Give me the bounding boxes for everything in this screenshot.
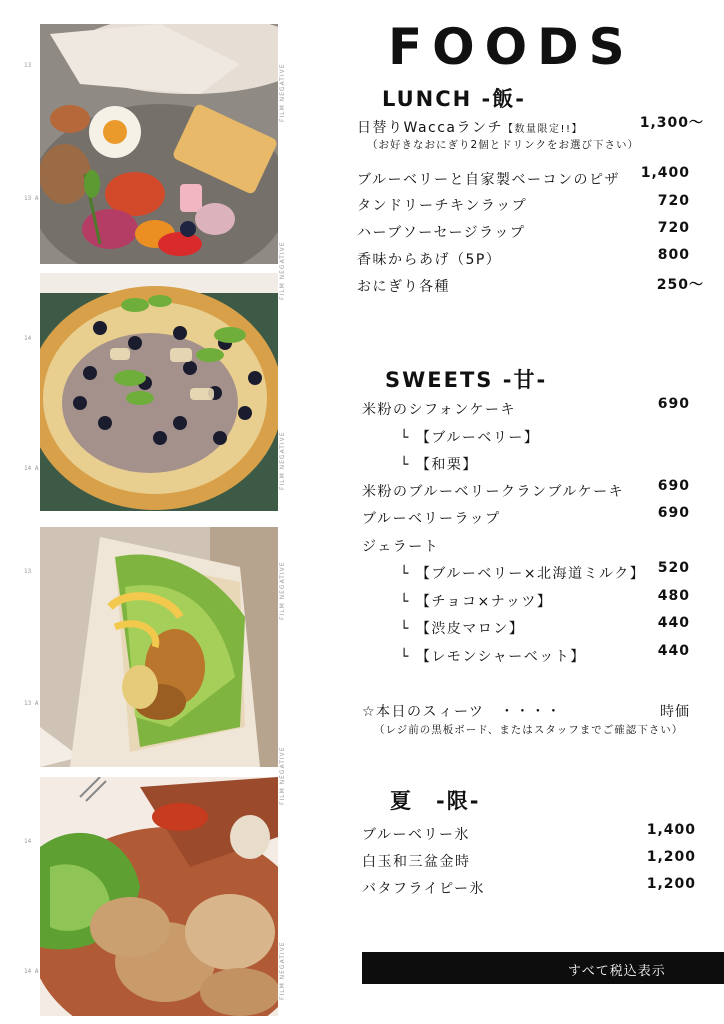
todays-sweets: ☆本日のスィーツ ・・・・ [362,704,562,720]
sweets-item-price: 690 [657,478,690,494]
todays-sweets-note: （レジ前の黒板ボード、またはスタッフまでご確認下さい） [374,724,684,736]
lunch-item: おにぎり各種 [357,279,450,295]
film-label: FILM NEGATIVE [279,941,286,1000]
lunch-heading: LUNCH -飯- [382,87,526,111]
lunch-item-price: 720 [657,220,690,236]
sweets-item: 米粉のブルーベリークランブルケーキ [362,484,625,500]
sweets-item: ブルーベリーラップ [362,511,501,527]
sweets-item: 米粉のシフォンケーキ [362,402,517,418]
lunch-item: 香味からあげ（5P） [357,252,502,268]
summer-item-price: 1,200 [646,849,696,865]
frame-number: 14 A [24,968,39,975]
karaage-photo [40,777,278,1016]
sweets-option: └ 【ブルーベリー】 [400,430,540,446]
frame-number: 13 [24,568,32,575]
daily-lunch-item [357,117,583,137]
film-label: FILM NEGATIVE [279,63,286,122]
lunch-item-price: 250～ [656,277,704,293]
lunch-item: ハーブソーセージラップ [357,225,526,241]
sweets-item-price: 690 [657,505,690,521]
menu-panel [300,0,724,1024]
sweets-item-price: 690 [657,396,690,412]
film-label: FILM NEGATIVE [279,431,286,490]
summer-item: バタフライピー氷 [362,881,486,897]
page-title: FOODS [388,18,635,76]
film-label: FILM NEGATIVE [279,746,286,805]
blueberry-pizza-photo [40,273,278,511]
summer-item: ブルーベリー氷 [362,827,470,843]
summer-item-price: 1,200 [646,876,696,892]
gelato-option-price: 520 [657,560,690,576]
sweets-option: └ 【和栗】 [400,457,478,473]
chicken-wrap-photo [40,527,278,767]
daily-lunch-name: 日替りWaccaランチ [357,120,503,136]
lunch-item: タンドリーチキンラップ [357,198,528,214]
gelato-option: └ 【チョコ×ナッツ】 [400,594,553,610]
sweets-heading: SWEETS -甘- [385,368,548,392]
daily-lunch-note: （お好きなおにぎり2個とドリンクをお選び下さい） [367,139,639,151]
lunch-item-price: 1,400 [640,165,690,181]
frame-number: 14 [24,335,32,342]
summer-heading: 夏 -限- [390,789,481,813]
frame-number: 13 A [24,700,39,707]
lunch-item-price: 720 [657,193,690,209]
daily-lunch-price: 1,300～ [639,115,704,131]
todays-sweets-price: 時価 [660,704,690,720]
sweets-item: ジェラート [362,539,440,555]
gelato-option: └ 【レモンシャーベット】 [400,649,586,665]
tax-notice: すべて税込表示 [568,964,666,979]
frame-number: 13 A [24,195,39,202]
lunch-item: ブルーベリーと自家製ベーコンのピザ [357,172,620,188]
gelato-option-price: 480 [657,588,690,604]
lunch-plate-photo [40,24,278,264]
frame-number: 14 [24,838,32,845]
daily-lunch-tag: 【数量限定!!】 [503,124,584,135]
frame-number: 13 [24,62,32,69]
film-label: FILM NEGATIVE [279,561,286,620]
film-label: FILM NEGATIVE [279,241,286,300]
frame-number: 14 A [24,465,39,472]
tax-notice-bar [362,952,724,984]
gelato-option-price: 440 [657,615,690,631]
gelato-option: └ 【ブルーベリー×北海道ミルク】 [400,566,646,582]
summer-item-price: 1,400 [646,822,696,838]
summer-item: 白玉和三盆金時 [362,854,471,870]
gelato-option: └ 【渋皮マロン】 [400,621,525,637]
film-strip [0,0,300,1024]
gelato-option-price: 440 [657,643,690,659]
lunch-item-price: 800 [657,247,690,263]
